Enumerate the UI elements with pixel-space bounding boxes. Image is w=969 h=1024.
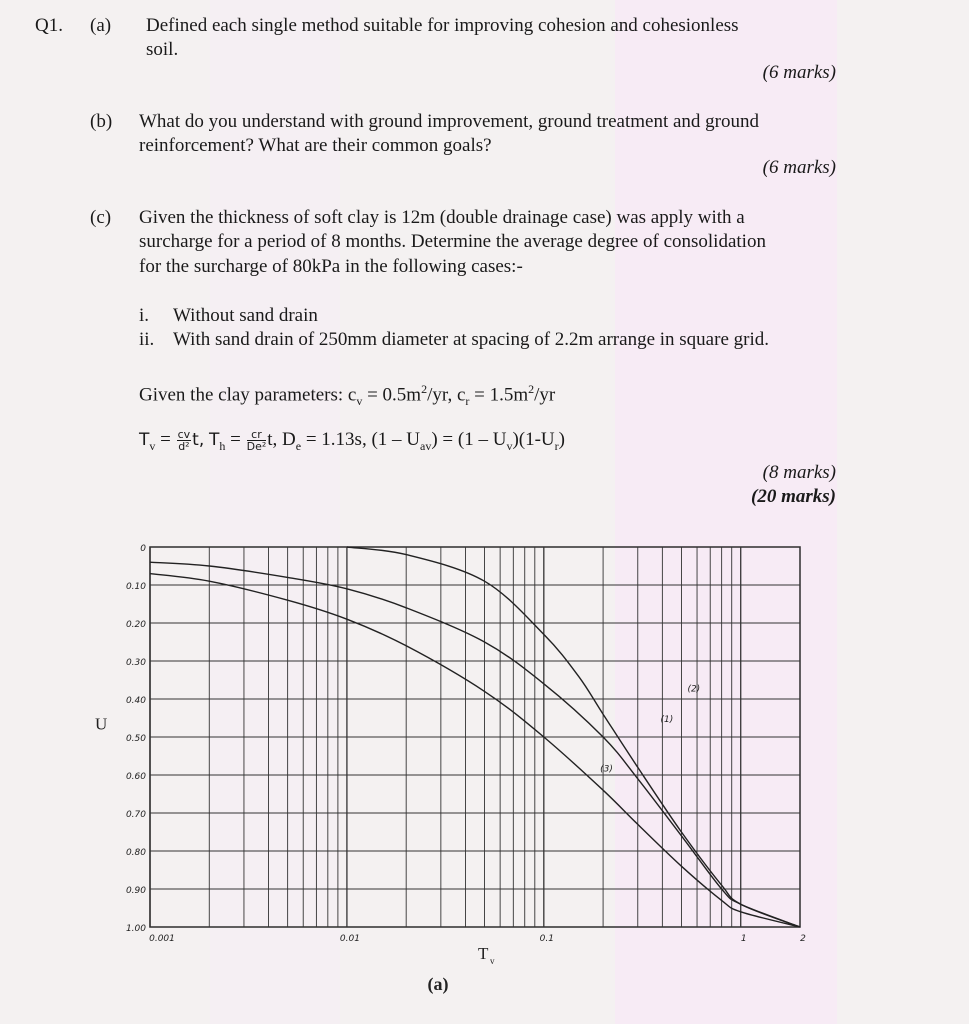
y-tick-label: 1.00: [125, 924, 146, 934]
y-tick-label: 0.20: [125, 620, 146, 630]
x-tick-label: 0.01: [339, 934, 360, 944]
part-a-line2: soil.: [146, 39, 179, 60]
clay-parameters: Given the clay parameters: $c_v = 0.5m^2/yr$, $c_r = 1.5m^2/yr$: [139, 382, 556, 409]
series-label: (3): [600, 764, 613, 775]
curve-1: [150, 562, 800, 927]
part-c-marks: (8 marks): [762, 462, 836, 483]
x-tick-label: 0.1: [539, 934, 554, 944]
y-tick-label: 0.10: [125, 582, 146, 592]
part-c-line3: for the surcharge of 80kPa in the following cases:-: [139, 256, 523, 277]
x-axis-label-sub: v: [490, 956, 495, 966]
y-axis-label: U: [95, 714, 108, 734]
x-axis-label: T: [478, 944, 489, 963]
part-a-label: (a): [90, 15, 112, 36]
item-2-text: With sand drain of 250mm diameter at spacing of 2.2m arrange in square grid.: [173, 329, 769, 350]
x-tick-label: 0.001: [149, 934, 175, 944]
y-tick-label: 0.60: [125, 772, 146, 782]
part-b-label: (b): [90, 111, 113, 132]
curve-3: [150, 574, 800, 927]
part-c-label: (c): [90, 207, 112, 228]
consolidation-chart: [0, 530, 969, 1024]
series-label: (1): [660, 714, 674, 725]
item-2-number: ii.: [139, 329, 155, 350]
y-tick-label: 0: [140, 544, 146, 554]
part-c-line1: Given the thickness of soft clay is 12m (double drainage case) was apply with a: [139, 207, 745, 228]
y-tick-label: 0.30: [125, 658, 146, 668]
part-b-line2: reinforcement? What are their common goals?: [139, 135, 492, 156]
x-tick-label: 1: [740, 934, 747, 944]
y-tick-label: 0.90: [125, 886, 146, 896]
y-tick-label: 0.80: [125, 848, 146, 858]
series-label: (2): [687, 684, 701, 695]
part-c-line2: surcharge for a period of 8 months. Determine the average degree of consolidation: [139, 231, 766, 252]
part-a-line1: Defined each single method suitable for improving cohesion and cohesionless: [146, 15, 739, 36]
item-1-text: Without sand drain: [173, 305, 318, 326]
formula-line: $T_v$ = $\frac{cv}{\text{d²}}$ t, $T_h$ = $\frac{cr}{\text{De²}}$ t, $D_e = 1.13s$, $(1 - U_{av}) = (1 - U_v)(1-U_r)$: [139, 428, 565, 454]
y-tick-label: 0.40: [125, 696, 146, 706]
y-tick-label: 0.50: [125, 734, 146, 744]
part-b-marks: (6 marks): [762, 157, 836, 178]
x-tick-label: 2: [800, 934, 806, 944]
part-a-marks: (6 marks): [762, 62, 836, 83]
item-1-number: i.: [139, 305, 150, 326]
question-number: Q1.: [35, 15, 63, 36]
total-marks: (20 marks): [751, 486, 836, 507]
y-tick-label: 0.70: [125, 810, 146, 820]
chart-caption: (a): [427, 974, 449, 994]
part-b-line1: What do you understand with ground improvement, ground treatment and ground: [139, 111, 760, 132]
